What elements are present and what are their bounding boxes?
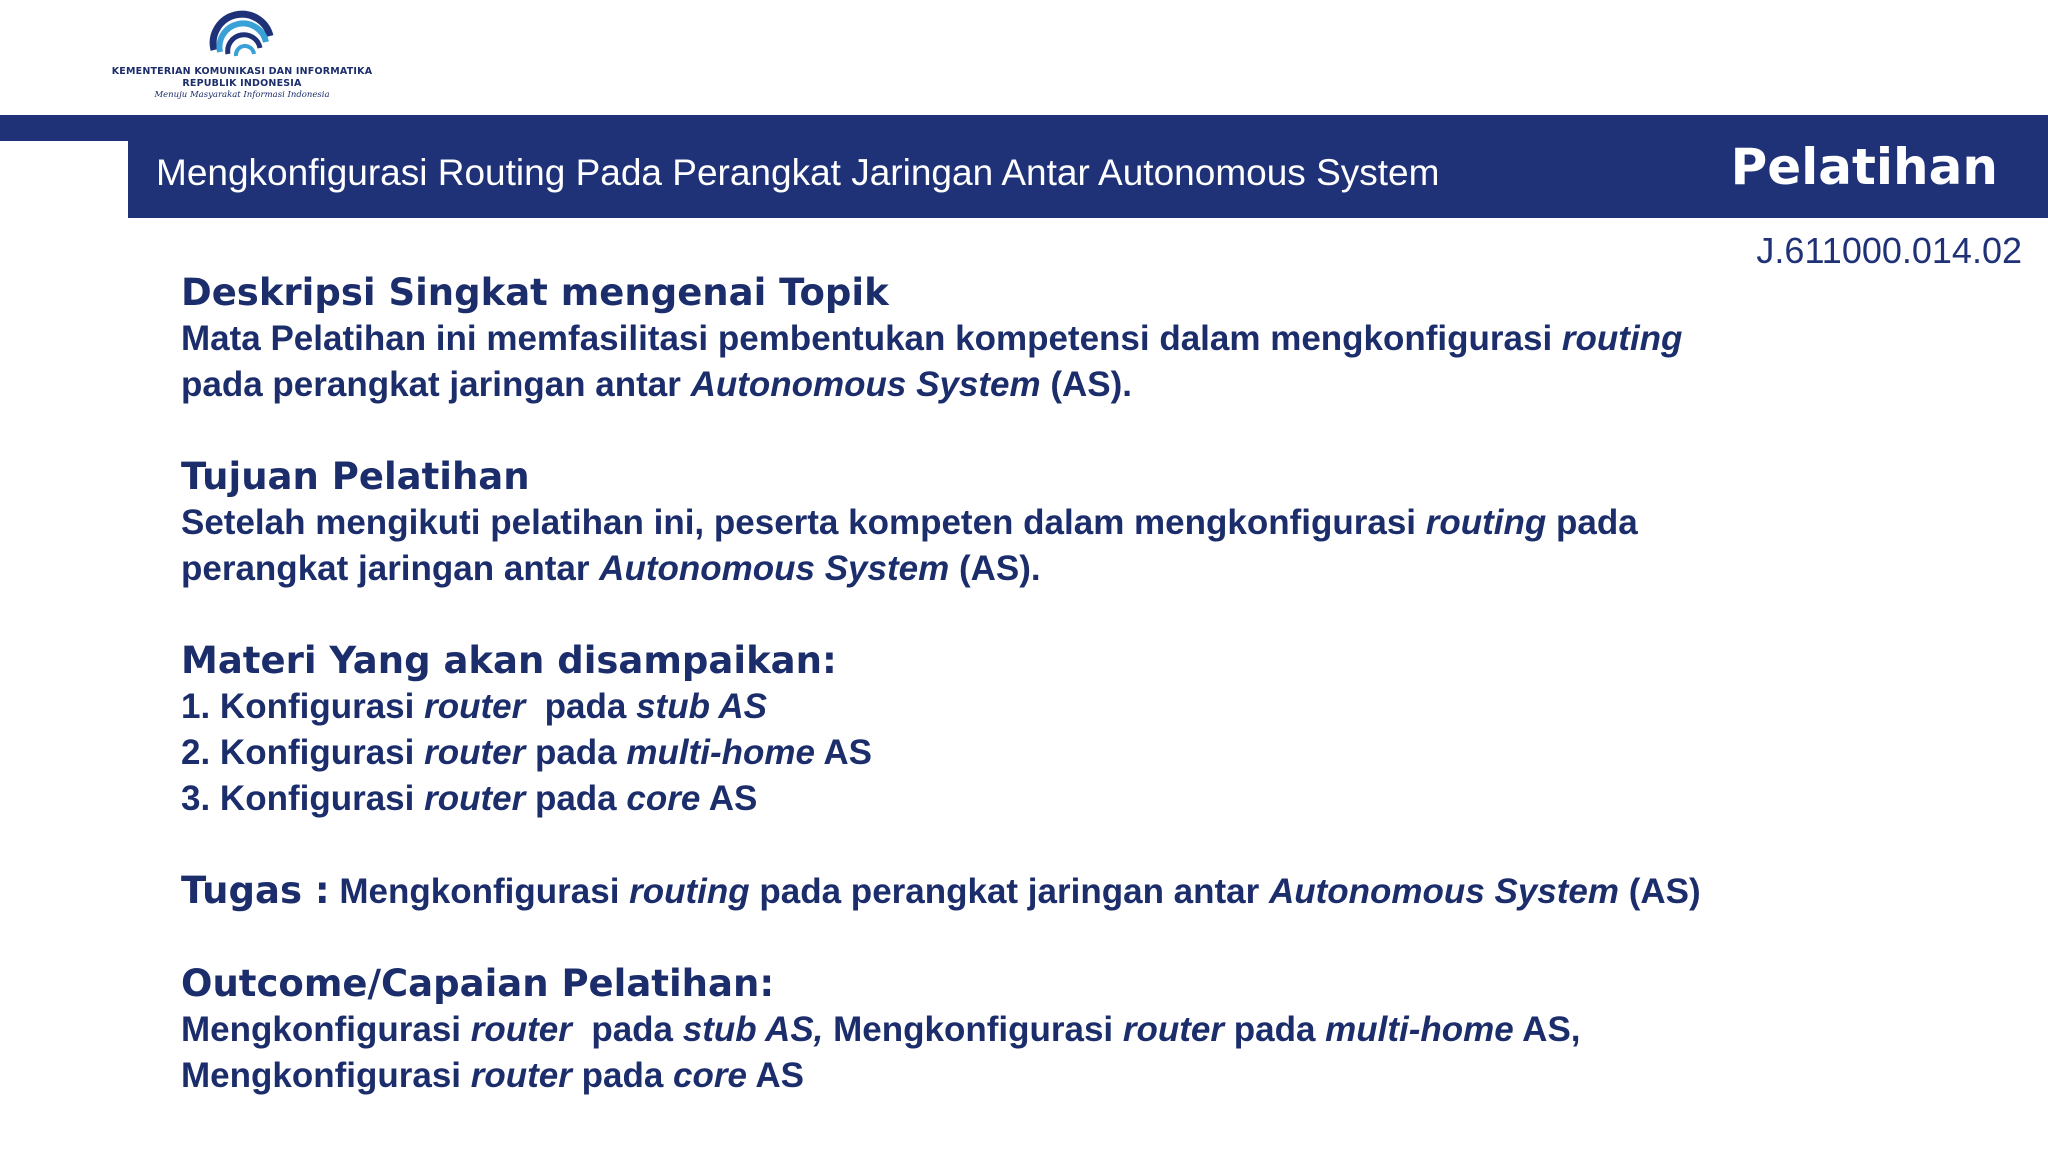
outcome-line-2: Mengkonfigurasi router pada core AS (181, 1056, 804, 1095)
header-badge: Pelatihan (1730, 138, 1998, 196)
ministry-tagline: Menuju Masyarakat Informasi Indonesia (154, 90, 330, 100)
tujuan-heading: Tujuan Pelatihan (181, 455, 530, 498)
outcome-heading: Outcome/Capaian Pelatihan: (181, 962, 775, 1005)
tugas-line: Tugas : Mengkonfigurasi routing pada perangkat jaringan antar Autonomous System (AS) (181, 869, 1701, 912)
unit-code: J.611000.014.02 (1756, 230, 2022, 271)
ministry-emblem-icon (204, 10, 280, 66)
materi-heading: Materi Yang akan disampaikan: (181, 639, 837, 682)
deskripsi-line-1: Mata Pelatihan ini memfasilitasi pembentukan kompetensi dalam mengkonfigurasi routing (181, 319, 1683, 358)
tugas-label: Tugas : (181, 869, 330, 912)
materi-item: 3. Konfigurasi router pada core AS (181, 779, 758, 818)
ministry-logo (82, 8, 402, 108)
deskripsi-line-2: pada perangkat jaringan antar Autonomous System (AS). (181, 365, 1133, 404)
tujuan-line-2: perangkat jaringan antar Autonomous System (AS). (181, 549, 1041, 588)
outcome-line-1: Mengkonfigurasi router pada stub AS, Mengkonfigurasi router pada multi-home AS, (181, 1010, 1581, 1049)
tujuan-line-1: Setelah mengikuti pelatihan ini, peserta kompeten dalam mengkonfigurasi routing pada (181, 503, 1638, 542)
slide-body (181, 270, 1981, 1099)
materi-item: 2. Konfigurasi router pada multi-home AS (181, 733, 873, 772)
deskripsi-heading: Deskripsi Singkat mengenai Topik (181, 271, 889, 314)
ministry-name: KEMENTERIAN KOMUNIKASI DAN INFORMATIKA REPUBLIK INDONESIA (111, 66, 373, 89)
slide-title: Mengkonfigurasi Routing Pada Perangkat Jaringan Antar Autonomous System (156, 152, 1440, 193)
materi-item: 1. Konfigurasi router pada stub AS (181, 687, 768, 726)
